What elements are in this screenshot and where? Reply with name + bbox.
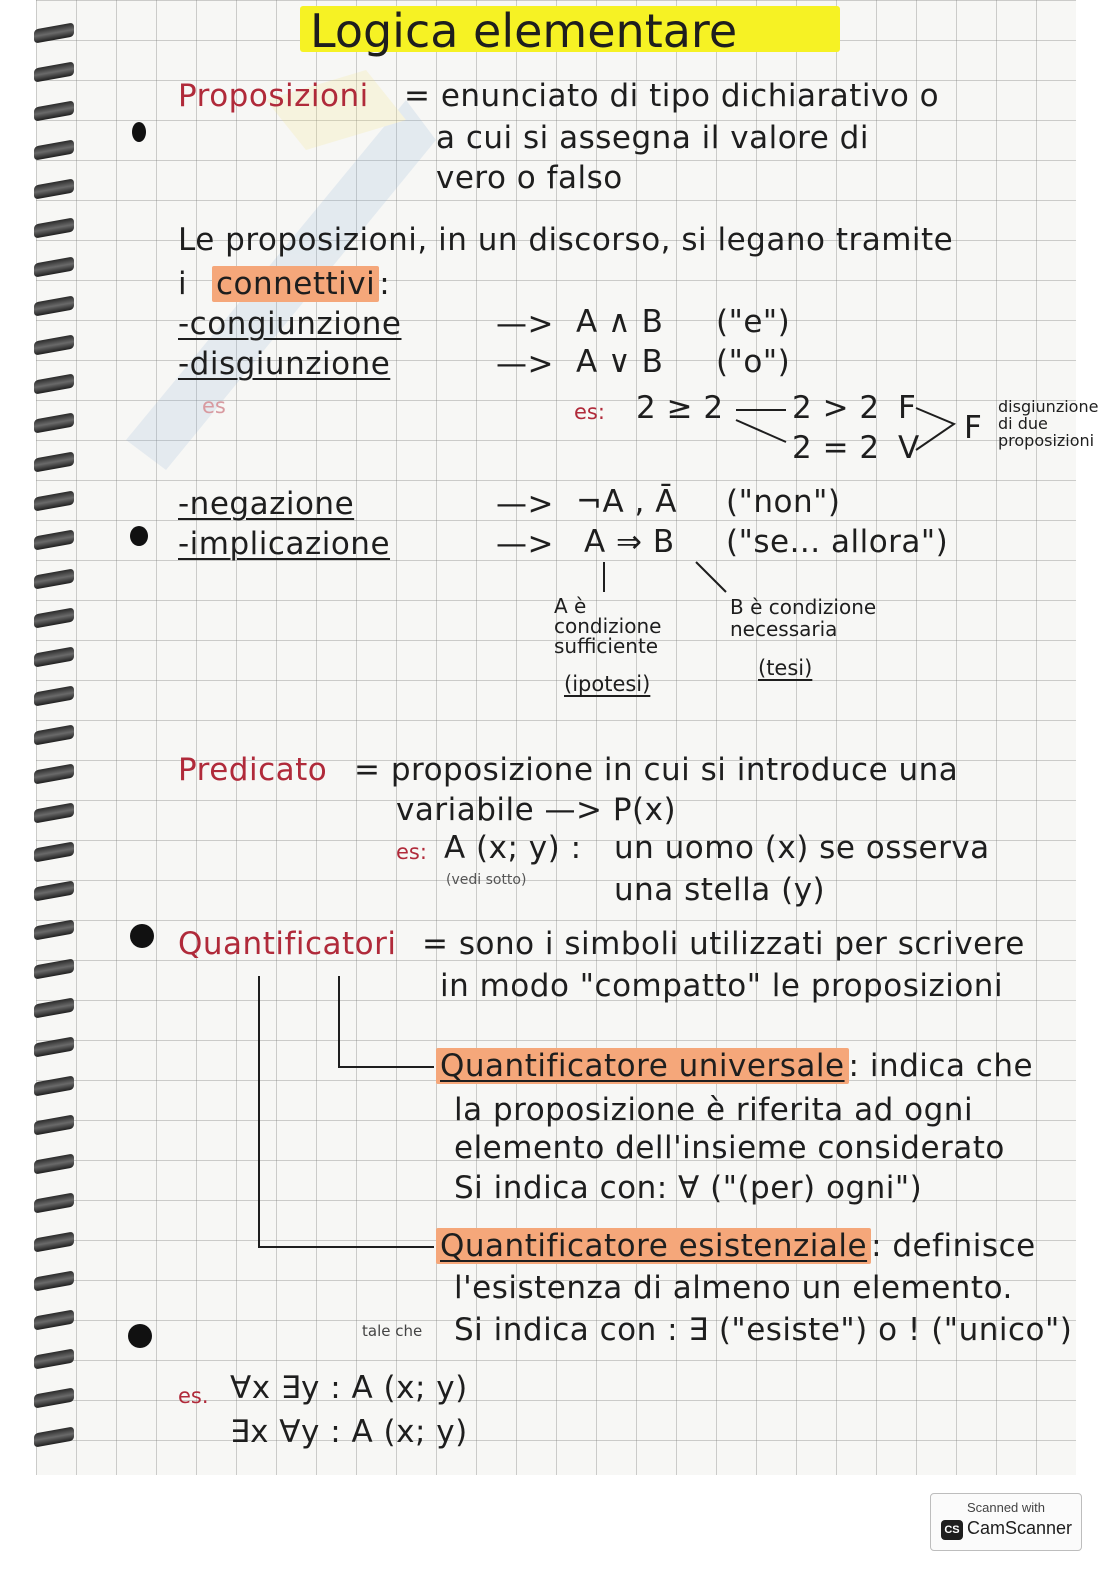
spiral-coil xyxy=(34,178,74,199)
spiral-coil xyxy=(34,1153,74,1174)
connettivi-label-suffix: : xyxy=(379,266,391,302)
spiral-coil xyxy=(34,646,74,667)
esistenziale-label: Quantificatore esistenziale xyxy=(436,1228,871,1264)
quantificatori-def-line1: = sono i simboli utilizzati per scrivere xyxy=(422,926,1025,962)
bracket-line-inner xyxy=(338,976,340,1068)
example-branch-arrows xyxy=(726,380,986,480)
arrow-to-esistenziale xyxy=(258,1246,434,1248)
example-result: F xyxy=(964,410,983,446)
connettivi-label-wrap xyxy=(212,266,390,302)
spiral-coil xyxy=(34,724,74,745)
scanned-with-text: Scanned with xyxy=(966,1500,1046,1515)
universale-line3: elemento dell'insieme considerato xyxy=(454,1130,1005,1166)
camscanner-name: CamScanner xyxy=(967,1518,1073,1538)
spiral-coil xyxy=(34,802,74,823)
implication-b-tag: (tesi) xyxy=(758,656,813,680)
spiral-coil xyxy=(34,958,74,979)
connettivo-name: -implicazione xyxy=(178,526,391,562)
spiral-coil xyxy=(34,412,74,433)
universale-line2: la proposizione è riferita ad ogni xyxy=(454,1092,974,1128)
connettivo-arrow: —> xyxy=(496,486,554,522)
example-branch2: 2 = 2 xyxy=(792,430,880,466)
connettivo-arrow: —> xyxy=(496,346,554,382)
proposizioni-def-line2: a cui si assegna il valore di xyxy=(436,120,869,156)
connettivo-note: ("se... allora") xyxy=(726,524,949,560)
page-title xyxy=(300,4,840,58)
connettivo-note: ("o") xyxy=(716,344,791,380)
spiral-coil xyxy=(34,919,74,940)
connettivo-note: ("non") xyxy=(726,484,841,520)
example-expression: 2 ≥ 2 xyxy=(636,390,724,426)
quantificatori-example-2: ∃x ∀y : A (x; y) xyxy=(230,1414,468,1450)
esistenziale-line3: Si indica con : ∃ ("esiste") o ! ("unico") xyxy=(454,1312,1073,1348)
binder-hole xyxy=(130,526,148,546)
spiral-coil xyxy=(34,1309,74,1330)
implication-arrows xyxy=(586,560,746,600)
spiral-coil xyxy=(34,139,74,160)
faded-es-label: es xyxy=(202,394,226,418)
spiral-coil xyxy=(34,997,74,1018)
predicato-es-small: (vedi sotto) xyxy=(446,872,527,888)
implication-a-note: A è condizione sufficiente xyxy=(554,594,662,658)
spiral-coil xyxy=(34,1036,74,1057)
predicato-def-line1: = proposizione in cui si introduce una xyxy=(354,752,959,788)
spiral-coil xyxy=(34,61,74,82)
example-branch1-value: F xyxy=(898,390,917,426)
spiral-coil xyxy=(34,841,74,862)
esistenziale-heading xyxy=(436,1228,1036,1264)
spiral-coil xyxy=(34,1075,74,1096)
spiral-coil xyxy=(34,1192,74,1213)
spiral-coil xyxy=(34,1387,74,1408)
universale-line1: : indica che xyxy=(848,1048,1034,1084)
arrow-to-universale xyxy=(338,1066,434,1068)
spiral-binding xyxy=(0,0,90,1475)
spiral-coil xyxy=(34,1114,74,1135)
bracket-line-outer xyxy=(258,976,260,1248)
connettivo-name: -negazione xyxy=(178,486,355,522)
camscanner-badge xyxy=(930,1493,1082,1551)
tale-che-note: tale che xyxy=(362,1322,423,1340)
quantificatori-term: Quantificatori xyxy=(178,926,397,962)
proposizioni-term: Proposizioni xyxy=(178,78,369,114)
spiral-coil xyxy=(34,685,74,706)
quantificatori-example-1: ∀x ∃y : A (x; y) xyxy=(230,1370,468,1406)
spiral-coil xyxy=(34,256,74,277)
proposizioni-def-line3: vero o falso xyxy=(436,160,623,196)
implication-a-tag: (ipotesi) xyxy=(564,672,651,696)
quantificatori-examples-label: es. xyxy=(178,1384,209,1408)
spiral-coil xyxy=(34,217,74,238)
predicato-def-line2: variabile —> P(x) xyxy=(396,792,677,828)
spiral-coil xyxy=(34,763,74,784)
predicato-es-formula: A (x; y) : xyxy=(444,830,582,866)
binder-hole xyxy=(130,924,154,948)
esistenziale-line1: : definisce xyxy=(871,1228,1036,1264)
spiral-coil xyxy=(34,373,74,394)
spiral-coil xyxy=(34,1348,74,1369)
spiral-coil xyxy=(34,295,74,316)
connettivo-arrow: —> xyxy=(496,526,554,562)
binder-hole xyxy=(128,1324,152,1348)
page-title-text: Logica elementare xyxy=(310,4,738,58)
example-side-note: disgiunzione di due proposizioni xyxy=(998,397,1099,450)
spiral-coil xyxy=(34,1426,74,1447)
universale-heading xyxy=(436,1048,1033,1084)
example-label: es: xyxy=(574,400,605,424)
universale-label: Quantificatore universale xyxy=(436,1048,849,1084)
connettivo-formula: A ⇒ B xyxy=(584,524,675,560)
spiral-coil xyxy=(34,1231,74,1252)
spiral-coil xyxy=(34,529,74,550)
universale-line4: Si indica con: ∀ ("(per) ogni") xyxy=(454,1170,923,1206)
connettivo-name: -disgiunzione xyxy=(178,346,391,382)
spiral-coil xyxy=(34,100,74,121)
connettivo-formula: A ∨ B xyxy=(576,344,664,380)
spiral-coil xyxy=(34,22,74,43)
proposizioni-def-line1: = enunciato di tipo dichiarativo o xyxy=(404,78,940,114)
connettivi-intro: Le proposizioni, in un discorso, si legano tramite xyxy=(178,222,954,258)
notebook-page xyxy=(36,0,1099,1475)
connettivo-formula: A ∧ B xyxy=(576,304,664,340)
connettivi-intro-prefix: i xyxy=(178,266,188,302)
spiral-coil xyxy=(34,568,74,589)
spiral-coil xyxy=(34,607,74,628)
spiral-coil xyxy=(34,880,74,901)
spiral-coil xyxy=(34,451,74,472)
implication-b-note: B è condizione necessaria xyxy=(730,595,877,641)
spiral-coil xyxy=(34,1270,74,1291)
predicato-term: Predicato xyxy=(178,752,328,788)
predicato-es-text1: un uomo (x) se osserva xyxy=(614,830,990,866)
camscanner-logo-icon: CS xyxy=(941,1520,963,1540)
connettivo-arrow: —> xyxy=(496,306,554,342)
binder-hole xyxy=(132,122,146,142)
quantificatori-def-line2: in modo "compatto" le proposizioni xyxy=(440,968,1004,1004)
example-branch2-value: V xyxy=(898,430,920,466)
connettivo-formula: ¬A , Ā xyxy=(576,484,677,520)
spiral-coil xyxy=(34,334,74,355)
connettivo-note: ("e") xyxy=(716,304,791,340)
predicato-es-label: es: xyxy=(396,840,427,864)
connettivo-name: -congiunzione xyxy=(178,306,402,342)
example-branch1: 2 > 2 xyxy=(792,390,880,426)
predicato-es-text2: una stella (y) xyxy=(614,872,826,908)
spiral-coil xyxy=(34,490,74,511)
esistenziale-line2: l'esistenza di almeno un elemento. xyxy=(454,1270,1013,1306)
connettivi-label: connettivi xyxy=(212,266,379,302)
